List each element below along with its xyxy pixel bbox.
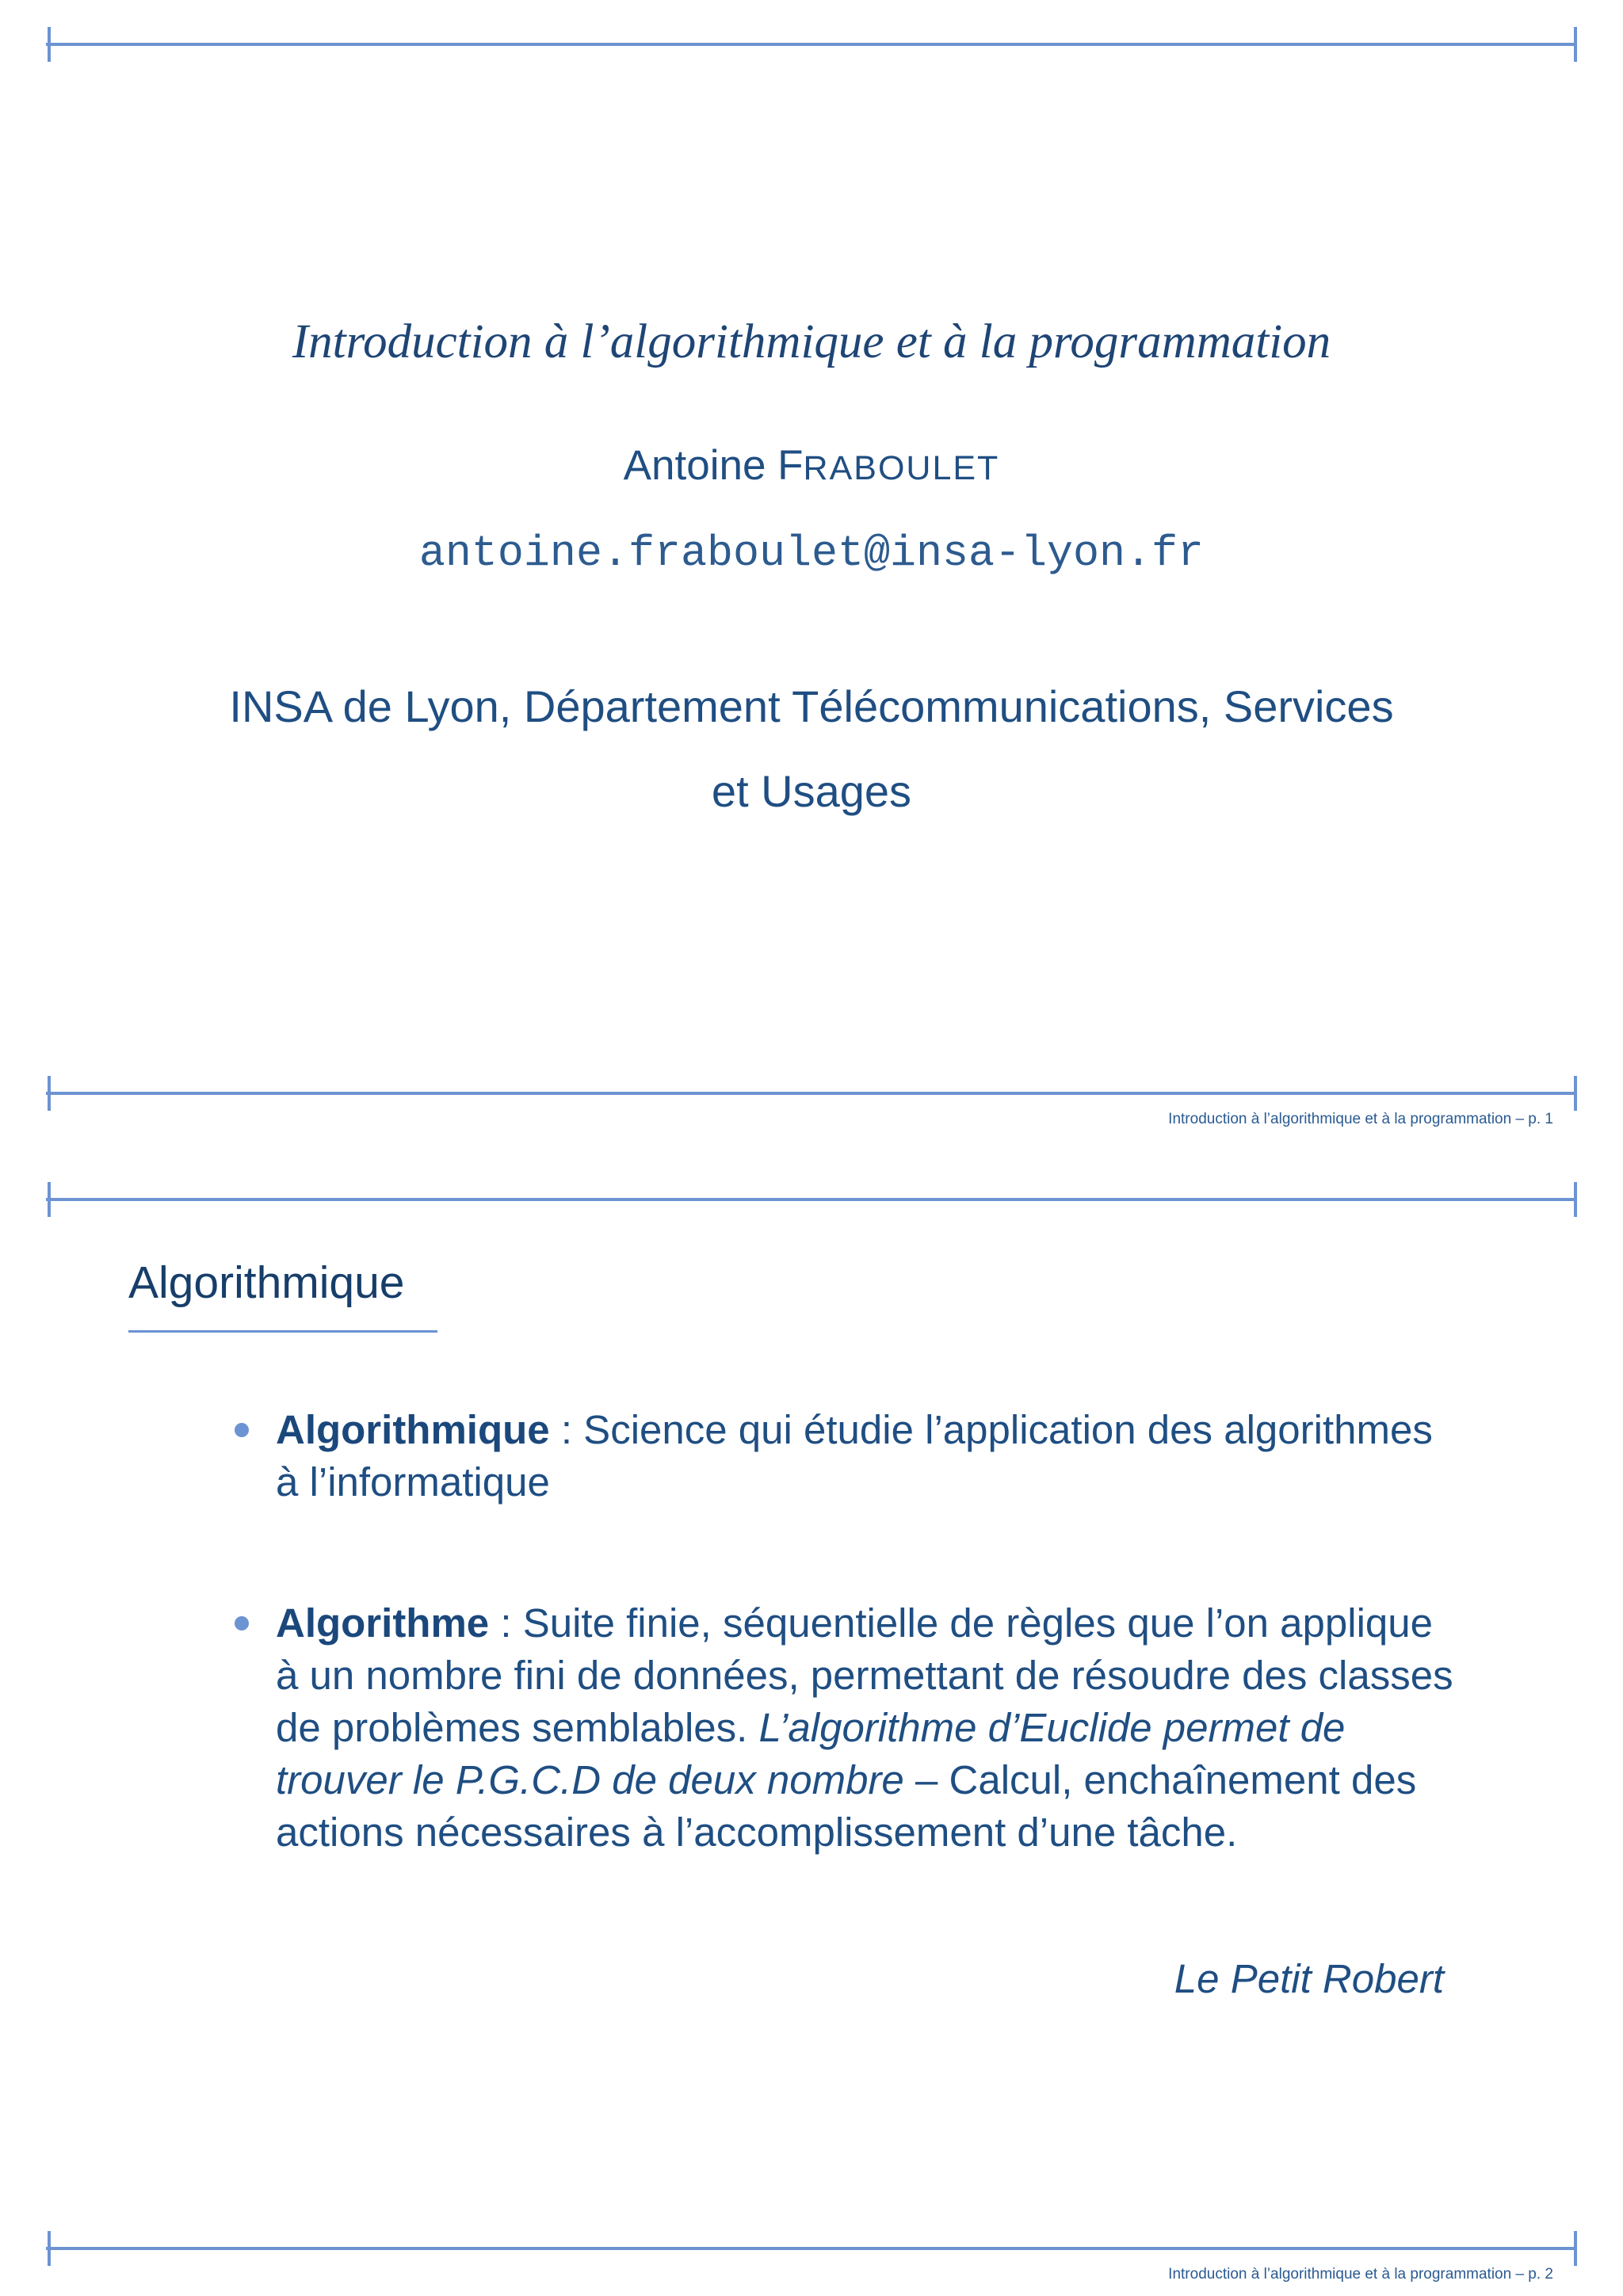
slide1-affiliation	[0, 664, 1623, 833]
slide2-bottom-rule	[46, 2247, 1577, 2250]
slide2-bottom-left-tick	[48, 2231, 51, 2266]
slide1-top-rule	[46, 43, 1577, 46]
bullet-term: Algorithme	[276, 1600, 490, 1646]
author-first-name: Antoine	[623, 442, 778, 489]
bullet-item-algorithmique	[276, 1404, 1457, 1508]
slide1-bottom-left-tick	[48, 1076, 51, 1111]
bullet-term: Algorithmique	[276, 1407, 550, 1452]
slide1-footer: Introduction à l’algorithmique et à la programmation – p. 1	[1168, 1111, 1553, 1127]
slide2-heading: Algorithmique	[128, 1257, 405, 1308]
bullet-text: Science qui étudie l’application des algorithmes à l’informatique	[276, 1407, 1433, 1505]
slide2-source: Le Petit Robert	[1174, 1956, 1444, 2001]
bullet-example: L’algorithme d’Euclide permet de trouver le P.G.C.D de deux nombre	[276, 1705, 1346, 1802]
slide2-heading-underline	[128, 1330, 437, 1333]
bullet-text: Suite finie, séquentielle de règles que l’on applique à un nombre fini de données, permettant de résoudre des classes de problèmes semblables.	[276, 1600, 1453, 1750]
bullet-separator: :	[489, 1600, 523, 1646]
slide1-title: Introduction à l’algorithmique et à la programmation	[292, 315, 1331, 368]
bullet-item-algorithme	[276, 1597, 1457, 1859]
slide1-top-left-tick	[48, 27, 51, 62]
slide1-author	[0, 438, 1623, 496]
author-last-rest: RABOULET	[803, 449, 1000, 487]
author-last-initial: F	[777, 442, 804, 489]
bullet-text2: Calcul, enchaînement des actions nécessaires à l’accomplissement d’une tâche.	[276, 1757, 1417, 1855]
slide1-bottom-rule	[46, 1092, 1577, 1095]
slide2-bottom-right-tick	[1574, 2231, 1577, 2266]
slide2-top-rule	[46, 1198, 1577, 1201]
affiliation-line1: INSA de Lyon, Département Télécommunications, Services	[229, 681, 1394, 731]
slide1-top-right-tick	[1574, 27, 1577, 62]
bullet-dot-icon	[235, 1616, 249, 1630]
bullet-dot-icon	[235, 1423, 249, 1437]
slide2-top-right-tick	[1574, 1182, 1577, 1217]
slide2-footer: Introduction à l’algorithmique et à la programmation – p. 2	[1168, 2266, 1553, 2283]
slide1-bottom-right-tick	[1574, 1076, 1577, 1111]
bullet-dash: –	[903, 1757, 949, 1802]
slide1-email: antoine.fraboulet@insa-lyon.fr	[418, 528, 1205, 578]
slide2-top-left-tick	[48, 1182, 51, 1217]
bullet-separator: :	[549, 1407, 584, 1452]
affiliation-line2: et Usages	[711, 766, 912, 816]
